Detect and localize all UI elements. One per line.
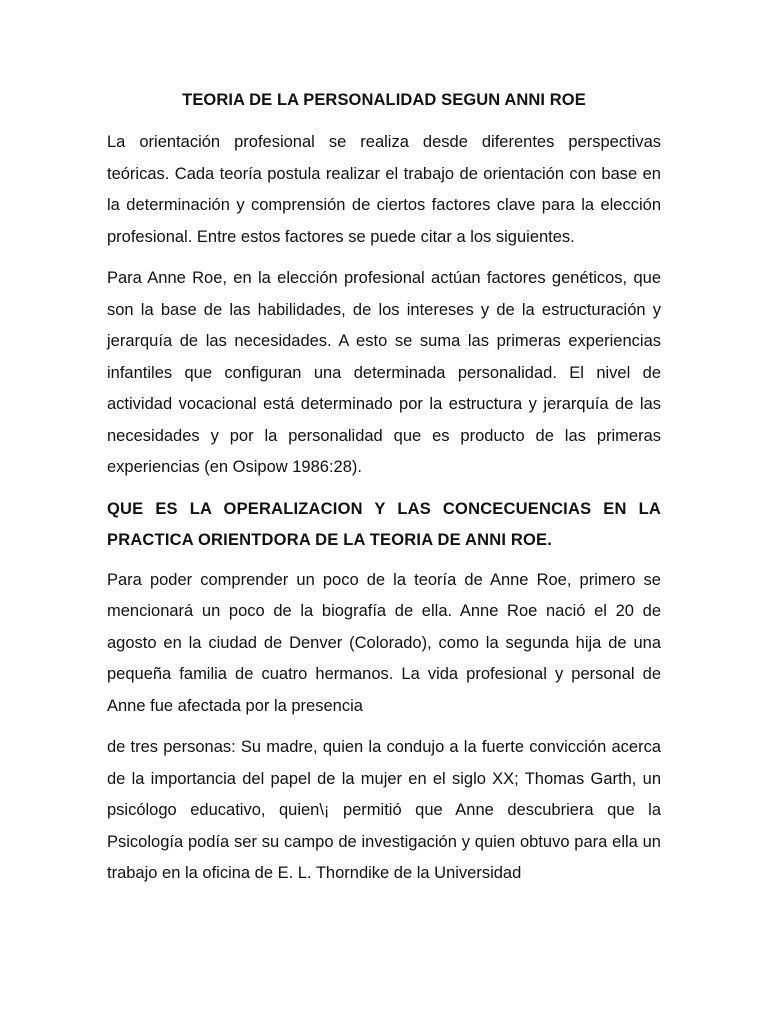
paragraph: de tres personas: Su madre, quien la condujo a la fuerte convicción acerca de la importancia del papel de la mujer en el siglo XX; Thomas Garth, un psicólogo educativo, quien\¡ permitió que Anne descubriera que la Psicología podía ser su campo de investigación y quien obtuvo para ella un trabajo en la oficina de E. L. Thorndike de la Universidad — [107, 738, 661, 882]
paragraph: Para Anne Roe, en la elección profesional actúan factores genéticos, que son la base de las habilidades, de los intereses y de la estructuración y jerarquía de las necesidades. A esto se suma las primeras experiencias infantiles que configuran una determinada personalidad. El nivel de actividad vocacional está determinado por la estructura y jerarquía de las necesidades y por la personalidad que es producto de las primeras experiencias (en Osipow 1986:28). — [107, 269, 661, 476]
section-heading: QUE ES LA OPERALIZACION Y LAS CONCECUENCIAS EN LA PRACTICA ORIENTDORA DE LA TEORIA DE ANNI ROE. — [107, 499, 661, 549]
paragraph: Para poder comprender un poco de la teoría de Anne Roe, primero se mencionará un poco de la biografía de ella. Anne Roe nació el 20 de agosto en la ciudad de Denver (Colorado), como la segunda hija de una pequeña familia de cuatro hermanos. La vida profesional y personal de Anne fue afectada por la presencia — [107, 570, 661, 715]
document-title: TEORIA DE LA PERSONALIDAD SEGUN ANNI ROE — [182, 91, 586, 109]
document-page — [107, 90, 661, 900]
paragraph: La orientación profesional se realiza desde diferentes perspectivas teóricas. Cada teoría postula realizar el trabajo de orientación con base en la determinación y comprensión de ciertos factores clave para la elección profesional. Entre estos factores se puede citar a los siguientes. — [107, 133, 661, 246]
